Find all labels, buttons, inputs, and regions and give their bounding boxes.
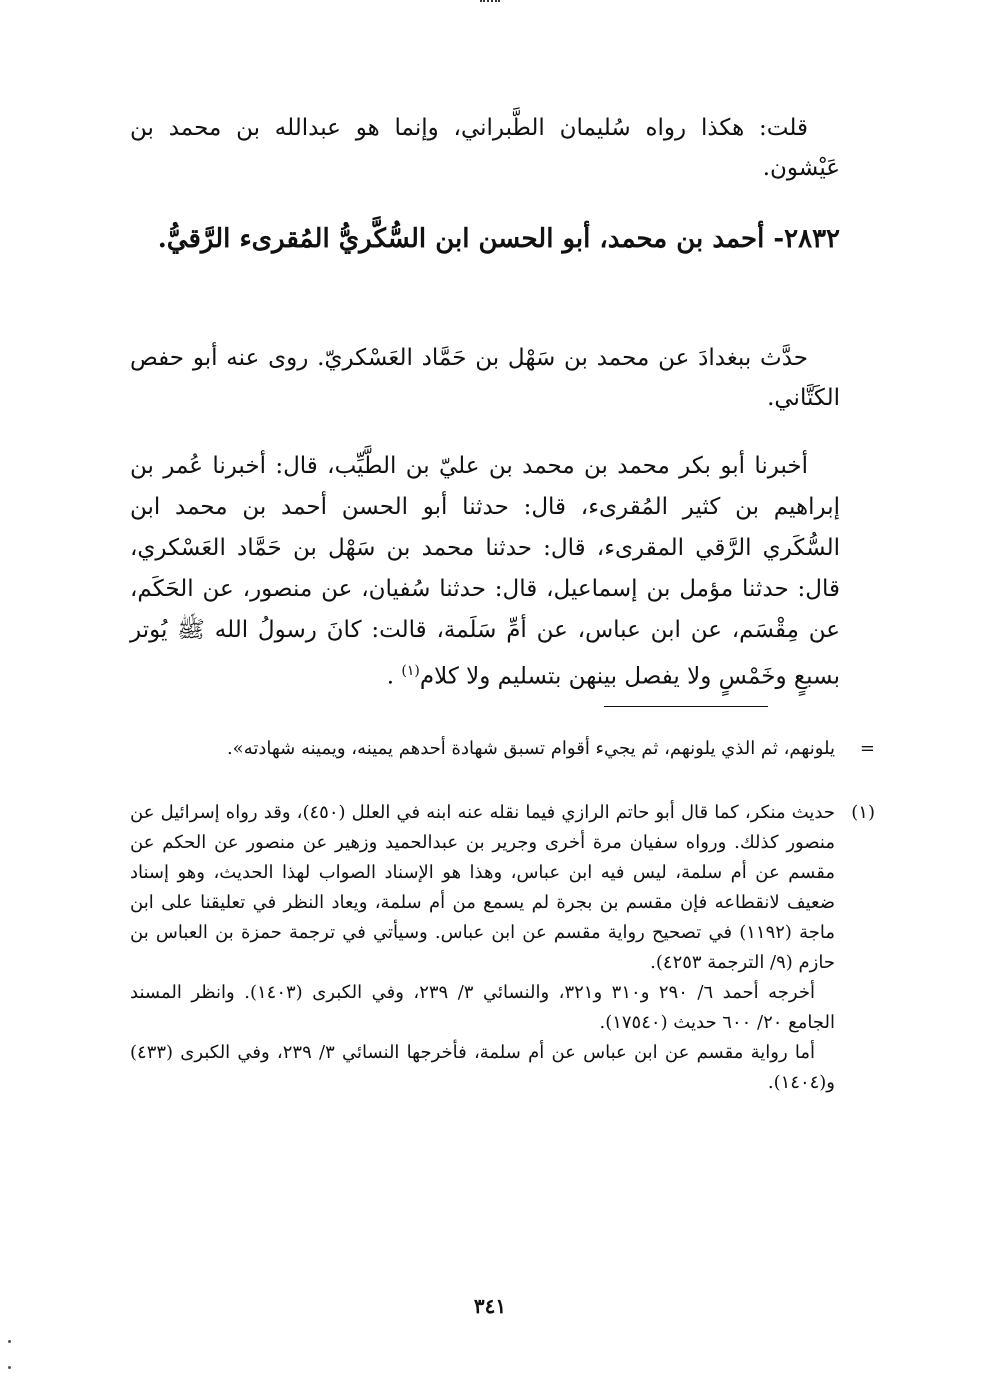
footnote-separator <box>604 706 768 707</box>
footnote-number: (١) <box>851 802 875 823</box>
paragraph-narration: حدَّث ببغدادَ عن محمد بن سَهْل بن حَمَّاد العَسْكريّ. روى عنه أبو حفص الكَتَّاني. <box>130 345 840 411</box>
entry-heading: ٢٨٣٢- أحمد بن محمد، أبو الحسن ابن السُّكَّريُّ المُقرىء الرَّقيُّ. <box>157 224 840 254</box>
paragraph-note: قلت: هكذا رواه سُليمان الطَّبراني، وإنما هو عبدالله بن محمد بن عَيْشون. <box>130 115 840 181</box>
isnad-end-punct: . <box>386 663 395 690</box>
continuation-text: يلونهم، ثم الذي يلونهم، ثم يجيء أقوام تسبق شهادة أحدهم يمينه، ويمينه شهادته». <box>226 738 835 759</box>
isnad-text: أخبرنا أبو بكر محمد بن محمد بن عليّ بن الطَّيِّب، قال: أخبرنا عُمر بن إبراهيم بن كثير المُقرىء، قال: حدثنا أبو الحسن أحمد بن محمد ابن السُّكَري الرَّقي المقرىء، قال: حدثنا محمد بن سَهْل بن حَمَّاد العَسْكري، قال: حدثنا مؤمل بن إسماعيل، قال: حدثنا سُفيان، عن منصور، عن الحَكَم، عن مِقْسَم، عن ابن عباس، عن أمِّ سَلَمة، قالت: كانَ رسولُ الله ﷺ يُوتر بسبعٍ وخَمْسٍ ولا يفصل بينهن بتسليم ولا كلام <box>130 453 841 690</box>
footnote-1-text: حديث منكر، كما قال أبو حاتم الرازي فيما نقله عنه ابنه في العلل (٤٥٠)، وقد رواه إسرائيل عن منصور كذلك. ورواه سفيان مرة أخرى وجرير بن عبدالحميد وزهير عن منصور عن الحكم عن مقسم عن أم سلمة، ليس فيه ابن عباس، وهذا هو الإسناد الصواب لهذا الحديث، وهو إسناد ضعيف لانقطاعه فإن مقسم بن بجرة لم يسمع من أم سلمة، ويعاد النظر في تعليقنا على ابن ماجة (١١٩٢) في تصحيح رواية مقسم عن ابن عباس. وسيأتي في ترجمة حمزة بن العباس بن حازم (٩/ الترجمة ٤٢٥٣). <box>130 802 836 973</box>
margin-speck <box>8 1366 11 1369</box>
top-edge-mark <box>480 0 500 8</box>
page-number: ٣٤١ <box>473 1294 507 1318</box>
footnote-1-other-route: أما رواية مقسم عن ابن عباس عن أم سلمة، فأخرجها النسائي ٣/ ٢٣٩، وفي الكبرى (٤٣٣) و(١٤٠٤). <box>130 1042 835 1093</box>
paragraph-isnad <box>130 446 840 698</box>
footnote-continuation <box>130 734 875 764</box>
footnote-1 <box>130 798 875 1098</box>
footnote-reference: (١) <box>401 663 420 679</box>
footnote-1-sources: أخرجه أحمد ٦/ ٢٩٠ و٣١٠ و٣٢١، والنسائي ٣/ ٢٣٩، وفي الكبرى (١٤٠٣). وانظر المسند الجامع ٢٠/ ٦٠٠ حديث (١٧٥٤٠). <box>130 982 835 1033</box>
continuation-mark: = <box>859 738 875 759</box>
margin-speck <box>8 1340 11 1343</box>
